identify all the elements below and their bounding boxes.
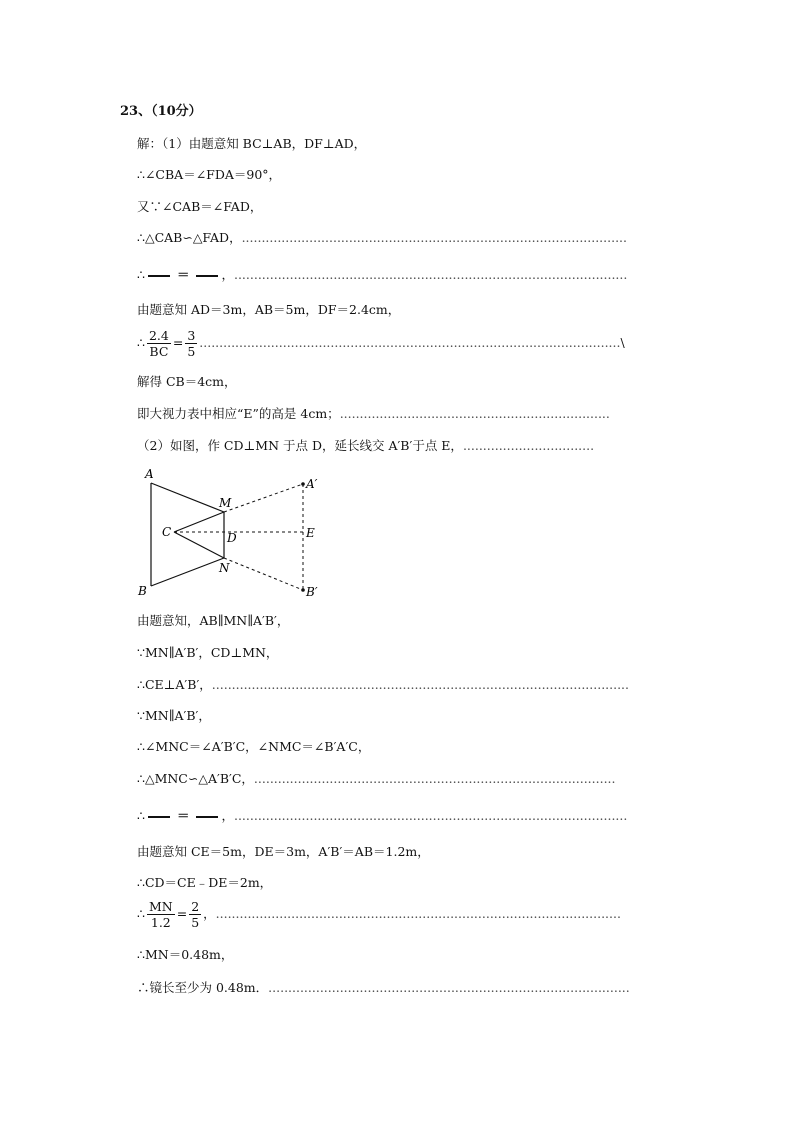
fraction-blank — [148, 816, 170, 818]
question-heading: 23、（10分） — [120, 104, 202, 119]
fraction — [147, 328, 171, 359]
fraction — [189, 899, 201, 930]
label-A: A — [145, 467, 154, 481]
label-E: E — [306, 526, 315, 540]
label-D: D — [227, 531, 237, 545]
label-C: C — [162, 525, 172, 539]
p2-line-10: ∴CD＝CE﹣DE＝2m， — [137, 875, 273, 890]
fraction-blank — [196, 816, 218, 818]
segment-NB2-dashed — [224, 558, 303, 590]
point-B2 — [301, 588, 305, 592]
p1-line-9 — [137, 406, 610, 422]
fraction-denominator: 5 — [191, 915, 200, 930]
fraction-blank — [196, 275, 218, 277]
p2-line-8 — [137, 808, 627, 824]
equals-sign: ＝ — [176, 267, 190, 282]
p2-line-6: ∴∠MNC＝∠A′B′C，∠NMC＝∠B′A′C， — [137, 739, 371, 754]
fraction-numerator: 2 — [191, 899, 200, 914]
p1-line-6: 由题意知 AD＝3m，AB＝5m，DF＝2.4cm， — [137, 302, 401, 317]
backslash: \ — [620, 335, 625, 350]
dot-leader: ................................................................................................. — [241, 230, 627, 245]
p2-line-7 — [137, 771, 616, 787]
dot-leader: ........................................................................................... — [253, 771, 616, 786]
fraction-denominator: 5 — [187, 344, 196, 359]
comma: ， — [221, 808, 234, 823]
p1-line-3: 又∵∠CAB＝∠FAD， — [137, 199, 263, 214]
comma: ， — [203, 906, 216, 921]
p2-line-2: 由题意知，AB∥MN∥A′B′， — [137, 613, 290, 628]
p1-line-4 — [137, 230, 627, 246]
p2-line-9: 由题意知 CE＝5m，DE＝3m，A′B′＝AB＝1.2m， — [137, 844, 430, 859]
p2-line-1 — [137, 438, 594, 454]
therefore-symbol: ∴ — [137, 335, 145, 350]
fraction-denominator: 1.2 — [150, 915, 171, 930]
dot-leader: ......................................................................................................... — [211, 677, 630, 692]
dot-leader: ........................................................................................... — [268, 980, 630, 995]
label-A-prime: A′ — [306, 477, 318, 491]
label-M: M — [219, 496, 232, 510]
p2-line-1-text: （2）如图，作 CD⊥MN 于点 D，延长线交 A′B′于点 E， — [137, 438, 463, 453]
p1-line-7 — [137, 328, 625, 359]
fraction-numerator: 2.4 — [148, 328, 169, 343]
equals-sign: = — [176, 906, 188, 921]
p1-line-5 — [137, 267, 627, 283]
segment-CN — [174, 532, 224, 558]
p2-line-4 — [137, 677, 629, 693]
therefore-symbol: ∴ — [137, 267, 145, 282]
equals-sign: ＝ — [176, 808, 190, 823]
p2-line-5: ∵MN∥A′B′， — [137, 708, 211, 723]
p1-line-9-text: 即大视力表中相应“E”的高是 4cm； — [137, 406, 340, 421]
fraction — [147, 899, 175, 930]
fraction — [185, 328, 197, 359]
p2-line-13-text: ∴镜长至少为 0.48m． — [137, 980, 269, 995]
point-A2 — [301, 482, 305, 486]
dot-leader: .......................................................................................................... — [199, 335, 621, 350]
geometry-figure — [133, 462, 333, 602]
p2-line-7-text: ∴△MNC∽△A′B′C， — [137, 771, 254, 786]
p2-line-12: ∴MN＝0.48m， — [137, 947, 234, 962]
label-B: B — [138, 584, 147, 598]
p1-line-4-text: ∴△CAB∽△FAD， — [137, 230, 242, 245]
p1-line-2: ∴∠CBA＝∠FDA＝90°， — [137, 167, 282, 182]
fraction-numerator: 3 — [187, 328, 196, 343]
dot-leader: ...................................................................................................... — [215, 906, 621, 921]
p2-line-11 — [137, 899, 621, 930]
fraction-blank — [148, 275, 170, 277]
comma: ， — [221, 267, 234, 282]
segment-MA2-dashed — [224, 484, 303, 512]
label-N: N — [219, 561, 230, 575]
p2-line-3: ∵MN∥A′B′，CD⊥MN， — [137, 645, 279, 660]
therefore-symbol: ∴ — [137, 808, 145, 823]
equals-sign: = — [172, 335, 184, 350]
segment-CM — [174, 512, 224, 532]
dot-leader: ................................................................................................... — [233, 267, 628, 282]
p2-line-4-text: ∴CE⊥A′B′， — [137, 677, 212, 692]
therefore-symbol: ∴ — [137, 906, 145, 921]
dot-leader: .................................................................... — [339, 406, 610, 421]
dot-leader: ................................. — [462, 438, 595, 453]
dot-leader: ................................................................................................... — [233, 808, 628, 823]
segment-AM — [151, 483, 224, 512]
fraction-denominator: BC — [149, 344, 169, 359]
p2-line-13 — [137, 980, 630, 996]
p1-line-8: 解得 CB＝4cm， — [137, 374, 237, 389]
p1-line-1: 解：（1）由题意知 BC⊥AB，DF⊥AD， — [137, 136, 367, 151]
segment-BN — [151, 558, 224, 586]
fraction-numerator: MN — [148, 899, 173, 914]
label-B-prime: B′ — [306, 585, 318, 599]
